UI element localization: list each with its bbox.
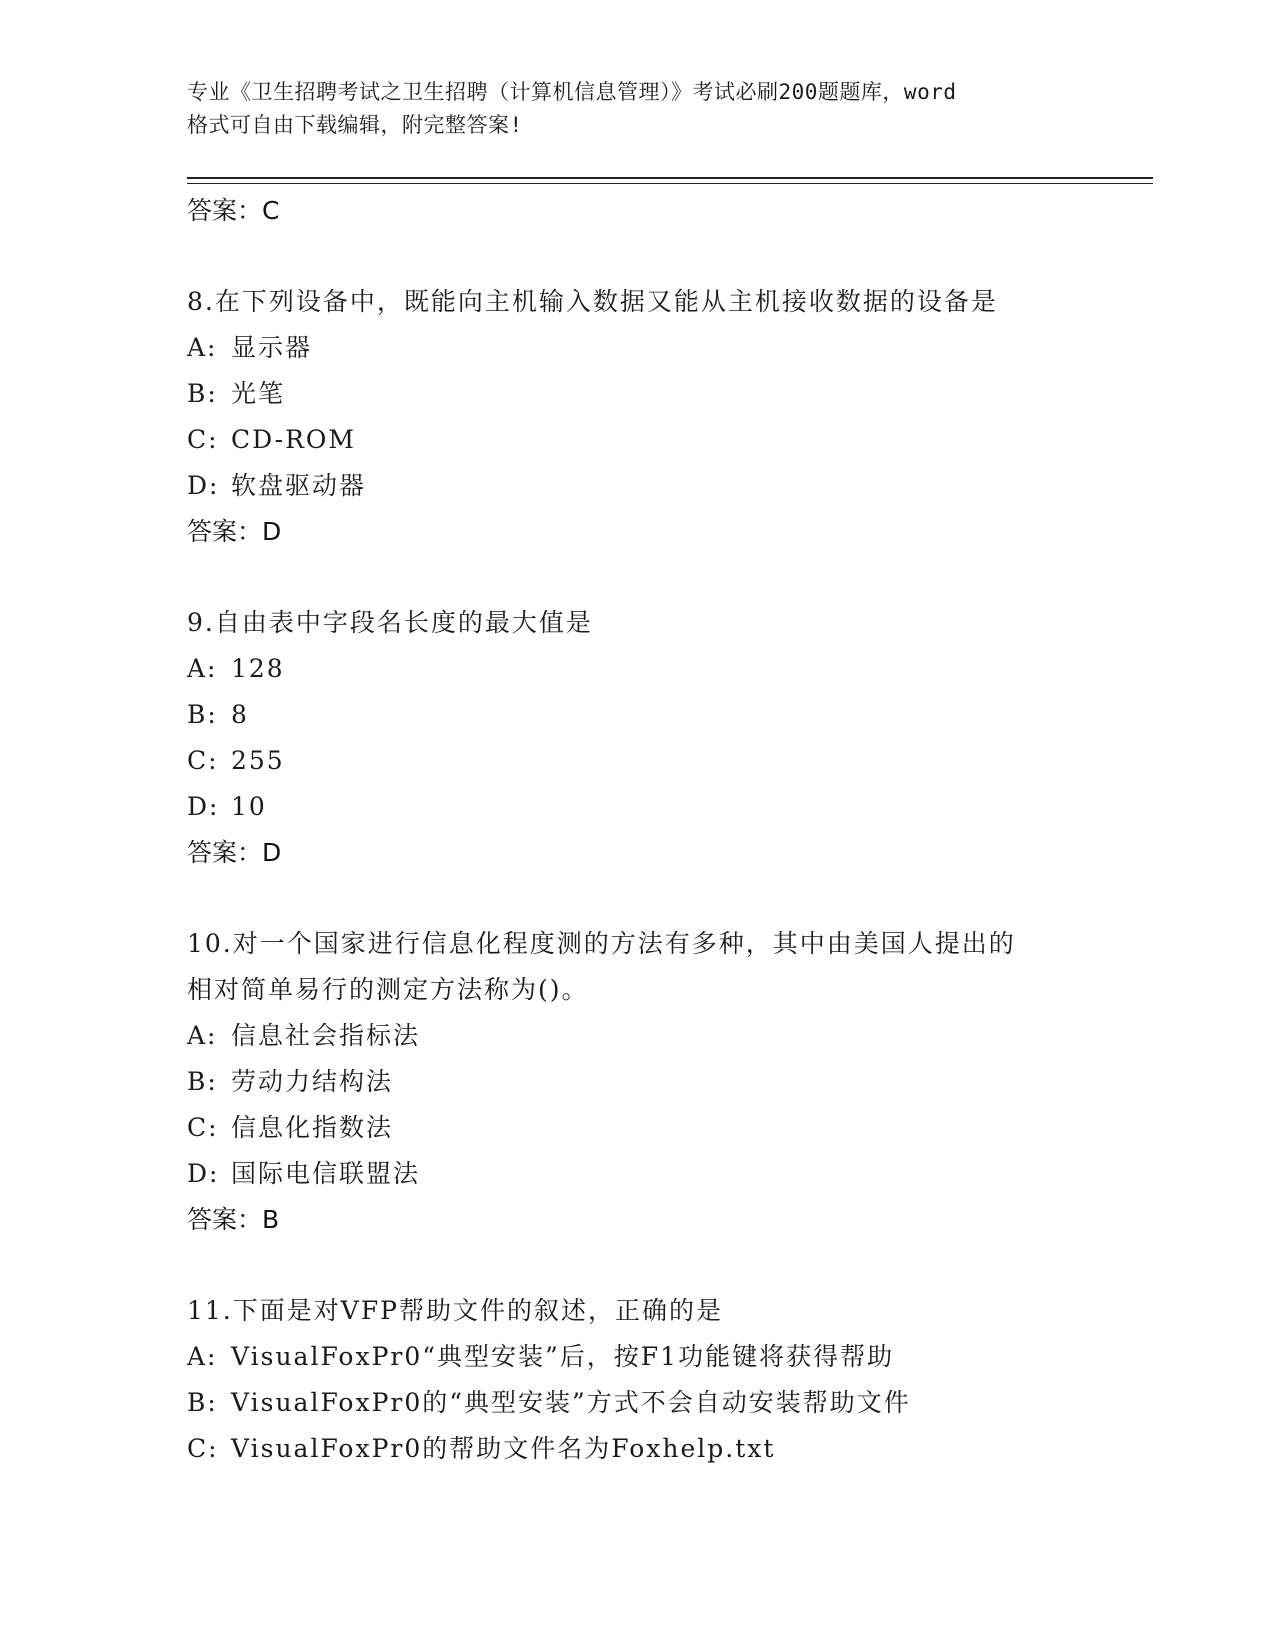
question-text: 10.对一个国家进行信息化程度测的方法有多种，其中由美国人提出的	[187, 929, 1016, 958]
option-c	[187, 1105, 1153, 1151]
question-8	[187, 279, 1153, 555]
previous-answer: 答案：C	[187, 196, 280, 225]
option-c	[187, 738, 1153, 784]
spacer	[187, 234, 1153, 279]
option-c	[187, 1426, 1153, 1472]
option-label: C:	[187, 1113, 219, 1142]
option-label: B:	[187, 700, 218, 729]
option-label: D:	[187, 792, 220, 821]
question-text: 8.在下列设备中，既能向主机输入数据又能从主机接收数据的设备是	[187, 287, 998, 316]
option-text: 255	[231, 746, 285, 775]
option-a	[187, 1013, 1153, 1059]
option-text: 国际电信联盟法	[231, 1159, 421, 1188]
question-11	[187, 1288, 1153, 1472]
option-d	[187, 463, 1153, 509]
option-label: A:	[187, 1342, 218, 1371]
option-text: 128	[231, 654, 285, 683]
option-d	[187, 1151, 1153, 1197]
question-text: 9.自由表中字段名长度的最大值是	[187, 608, 593, 637]
option-label: A:	[187, 333, 218, 362]
header-line-1: 专业《卫生招聘考试之卫生招聘（计算机信息管理）》考试必刷200题题库，word	[187, 80, 957, 104]
option-b	[187, 692, 1153, 738]
option-text: 劳动力结构法	[231, 1067, 394, 1096]
header-line-2: 格式可自由下载编辑，附完整答案!	[187, 113, 523, 137]
option-label: C:	[187, 425, 219, 454]
option-text: CD-ROM	[231, 425, 357, 454]
question-text: 11.下面是对VFP帮助文件的叙述，正确的是	[187, 1296, 723, 1325]
option-label: B:	[187, 379, 218, 408]
option-text: VisualFoxPr0的“典型安装”方式不会自动安装帮助文件	[231, 1388, 911, 1417]
spacer	[187, 876, 1153, 921]
answer: 答案：D	[187, 517, 282, 546]
document-header	[187, 76, 1087, 142]
option-text: VisualFoxPr0“典型安装”后，按F1功能键将获得帮助	[231, 1342, 895, 1371]
option-a	[187, 1334, 1153, 1380]
option-a	[187, 325, 1153, 371]
question-list	[187, 188, 1153, 1472]
answer: 答案：D	[187, 838, 282, 867]
answer: 答案：B	[187, 1205, 280, 1234]
option-d	[187, 784, 1153, 830]
option-b	[187, 1380, 1153, 1426]
question-text-continued: 相对简单易行的测定方法称为()。	[187, 975, 589, 1004]
question-10	[187, 921, 1153, 1243]
option-text: 10	[231, 792, 267, 821]
option-label: B:	[187, 1388, 218, 1417]
option-a	[187, 646, 1153, 692]
spacer	[187, 1243, 1153, 1288]
spacer	[187, 555, 1153, 600]
header-divider-thick	[187, 177, 1153, 179]
option-text: 信息社会指标法	[231, 1021, 421, 1050]
option-text: VisualFoxPr0的帮助文件名为Foxhelp.txt	[231, 1434, 776, 1463]
option-label: D:	[187, 1159, 220, 1188]
option-label: A:	[187, 1021, 218, 1050]
option-label: C:	[187, 1434, 219, 1463]
option-text: 信息化指数法	[231, 1113, 394, 1142]
option-text: 8	[231, 700, 249, 729]
option-label: C:	[187, 746, 219, 775]
option-b	[187, 371, 1153, 417]
option-text: 软盘驱动器	[231, 471, 367, 500]
option-label: A:	[187, 654, 218, 683]
option-text: 光笔	[231, 379, 286, 408]
option-label: B:	[187, 1067, 218, 1096]
option-c	[187, 417, 1153, 463]
header-divider-thin	[187, 183, 1153, 184]
option-text: 显示器	[231, 333, 313, 362]
question-9	[187, 600, 1153, 876]
option-label: D:	[187, 471, 220, 500]
option-b	[187, 1059, 1153, 1105]
